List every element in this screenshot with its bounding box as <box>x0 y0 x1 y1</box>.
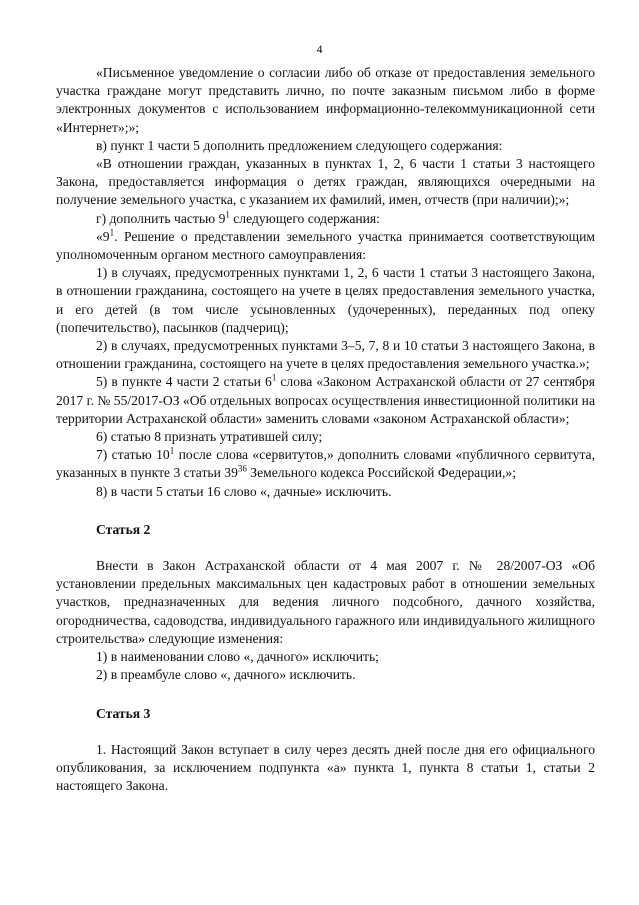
paragraph: 2) в случаях, предусмотренных пунктами 3–5, 7, 8 и 10 статьи 3 настоящего Закона, в отношении гражданина, состоящего на учете в целях предоставления земельного участка.»; <box>56 338 595 372</box>
page-number: 4 <box>316 42 323 56</box>
article-heading: Статья 3 <box>96 705 151 721</box>
paragraph: в) пункт 1 части 5 дополнить предложением следующего содержания: <box>96 137 503 153</box>
paragraph: 2) в преамбуле слово «, дачного» исключить. <box>96 667 356 683</box>
paragraph: «$9^1$. Решение о представлении земельного участка принимается соответствующим уполномоченным органом местного самоуправления: <box>56 227 595 263</box>
paragraph: Внести в Закон Астраханской области от 4 мая 2007 г. № 28/2007-ОЗ «Об установлении предельных максимальных цен кадастровых работ в отношении земельных участков, предназначенных для ведения личного подсобного, дачного хозяйства, огородничества, садоводства, индивидуального гаражного или индивидуального жилищного строительства» следующие изменения: <box>56 558 595 646</box>
article-heading: Статья 2 <box>96 521 151 537</box>
document-body <box>56 64 595 795</box>
paragraph: 5) в пункте 4 части 2 статьи $6^1$ слова «Законом Астраханской области от 27 сентября 2017 г. № 55/2017-ОЗ «Об отдельных вопросах осуществления инвестиционной политики на территории Астраханской области» заменить словами «законом Астраханской области»; <box>56 372 596 426</box>
paragraph: 1) в наименовании слово «, дачного» исключить; <box>96 649 379 665</box>
paragraph: 1. Настоящий Закон вступает в силу через десять дней после дня его официального опубликования, за исключением подпункта «а» пункта 1, пункта 8 статьи 1, статьи 2 настоящего Закона. <box>56 741 595 794</box>
paragraph: 1) в случаях, предусмотренных пунктами 1, 2, 6 части 1 статьи 3 настоящего Закона, в отношении гражданина, состоящего на учете в целях предоставления земельного участка, и его детей (в том числе усыновленных (удочеренных), переданных под опеку (попечительство), пасынков (падчериц); <box>56 265 595 335</box>
paragraph: 8) в части 5 статьи 16 слово «, дачные» исключить. <box>96 483 392 499</box>
paragraph: «Письменное уведомление о согласии либо об отказе от предоставления земельного участка граждане могут представить лично, по почте заказным письмом либо в форме электронных документов с использованием информационно-телекоммуникационной сети «Интернет»;»; <box>56 65 595 135</box>
paragraph: г) дополнить частью $9^1$ следующего содержания: <box>96 209 380 226</box>
paragraph: 7) статью $10^1$ после слова «сервитутов,» дополнить словами «публичного сервитута, указанных в пункте 3 статьи $39^{36}$ Земельного кодекса Российской Федерации,»; <box>56 445 595 481</box>
paragraph: «В отношении граждан, указанных в пунктах 1, 2, 6 части 1 статьи 3 настоящего Закона, предоставляется информация о детях граждан, являющихся очередными на получение земельного участка, с указанием их фамилий, имен, отчеств (при наличии);»; <box>56 156 595 208</box>
paragraph: 6) статью 8 признать утратившей силу; <box>96 429 323 445</box>
